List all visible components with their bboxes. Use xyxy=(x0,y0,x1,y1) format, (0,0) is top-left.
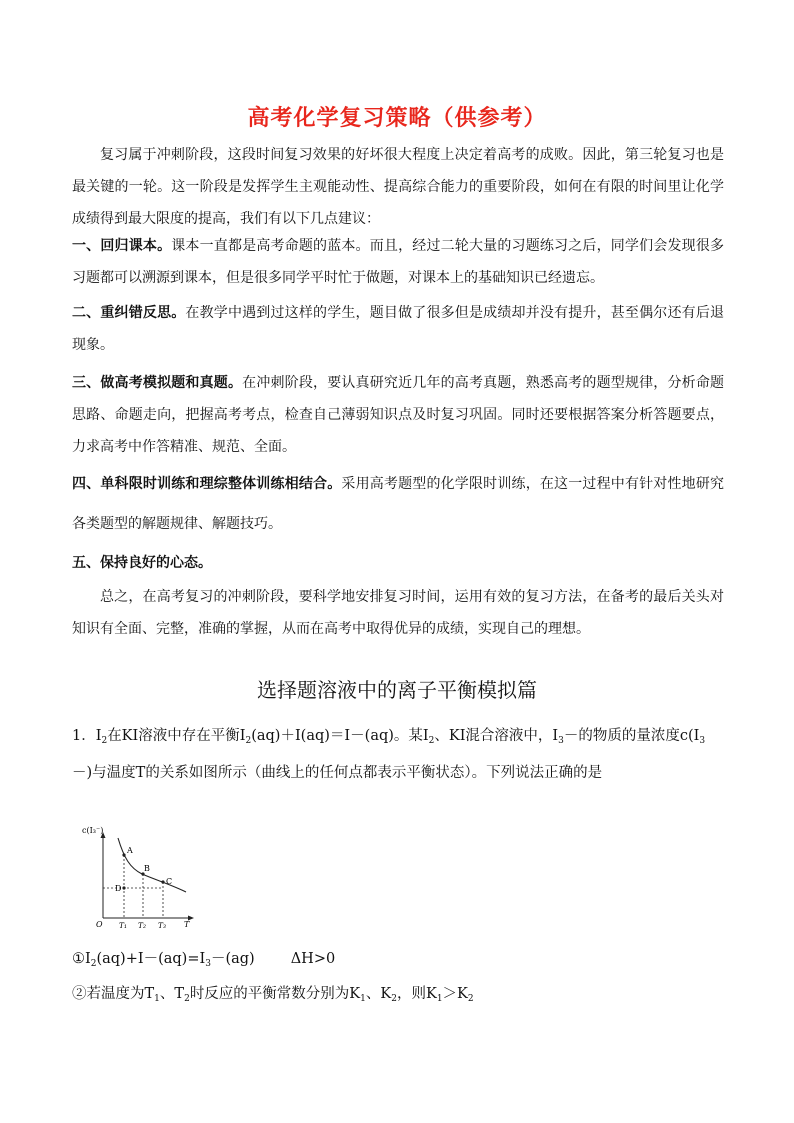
point-3 xyxy=(72,367,724,463)
label-c: C xyxy=(166,877,173,886)
point-4-body: 采用高考题型的化学限时训练，在这一过程中有针对性地研究各类题型的解题规律、解题技巧。 xyxy=(72,476,725,532)
point-d xyxy=(122,886,125,889)
section-title: 选择题溶液中的离子平衡模拟篇 xyxy=(257,678,537,702)
conclusion-paragraph: 总之，在高考复习的冲刺阶段，要科学地安排复习时间，运用有效的复习方法，在备考的最后关头对知识有全面、完整，准确的掌握，从而在高考中取得优异的成绩，实现自己的理想。 xyxy=(72,589,724,637)
label-b: B xyxy=(144,864,150,873)
x-axis-label: T xyxy=(184,920,190,929)
tick-t3: T₃ xyxy=(158,921,167,930)
point-3-body: 在冲刺阶段，要认真研究近几年的高考真题，熟悉高考的题型规律，分析命题思路、命题走向，把握高考考点，检查自己薄弱知识点及时复习巩固。同时还要根据答案分析答题要点，力求高考中作答精准、规范、全面。 xyxy=(72,375,725,455)
point-c xyxy=(161,880,164,883)
point-1-body: 课本一直都是高考命题的蓝本。而且，经过二轮大量的习题练习之后，同学们会发现很多习题都可以溯源到课本，但是很多同学平时忙于做题，对课本上的基础知识已经遗忘。 xyxy=(72,238,725,286)
question-1: 1．$I_2$在KI溶液中存在平衡$I_2(aq)+I(aq)=I-(aq)$。某$I_2$、KI混合溶液中，$I_3-$的物质的量浓度$c(I_3-)$与温度T的关系如图所示（曲线上的任何点都表示平衡状态）。下列说法正确的是 xyxy=(72,728,706,781)
point-1 xyxy=(72,230,724,294)
point-a xyxy=(122,853,125,856)
origin-label: O xyxy=(96,920,103,929)
point-1-head: 一、回归课本。 xyxy=(72,238,172,254)
point-2-head: 二、重纠错反思。 xyxy=(72,305,186,321)
page-title: 高考化学复习策略（供参考） xyxy=(247,106,547,131)
point-2-body: 在教学中遇到过这样的学生，题目做了很多但是成绩却并没有提升，甚至偶尔还有后退现象。 xyxy=(72,305,724,353)
point-4-head: 四、单科限时训练和理综整体训练相结合。 xyxy=(72,476,342,492)
tick-t1: T₁ xyxy=(119,921,128,930)
y-axis-label: c(I₃⁻) xyxy=(82,826,104,835)
label-a: A xyxy=(127,846,133,855)
point-4 xyxy=(72,464,724,544)
option-2: ②若温度为$T_1$、$T_2$时反应的平衡常数分别为$K_1$、$K_2$，则$K_1>K_2$ xyxy=(72,986,474,1004)
option-1: $①I_2(aq)+I-(aq)=I_3-(ag)$ ΔH>0 xyxy=(72,951,336,969)
label-d: D xyxy=(115,884,122,893)
point-5 xyxy=(72,547,724,579)
question-figure xyxy=(80,822,200,930)
point-2 xyxy=(72,297,724,361)
point-3-head: 三、做高考模拟题和真题。 xyxy=(72,375,243,391)
intro-paragraph: 复习属于冲刺阶段，这段时间复习效果的好坏很大程度上决定着高考的成败。因此，第三轮复习也是最关键的一轮。这一阶段是发挥学生主观能动性、提高综合能力的重要阶段，如何在有限的时间里让化学成绩得到最大限度的提高，我们有以下几点建议： xyxy=(72,147,724,227)
tick-t2: T₂ xyxy=(138,921,147,930)
option-1-delta-h: ΔH>0 xyxy=(290,951,336,967)
point-5-head: 五、保持良好的心态。 xyxy=(72,555,212,571)
